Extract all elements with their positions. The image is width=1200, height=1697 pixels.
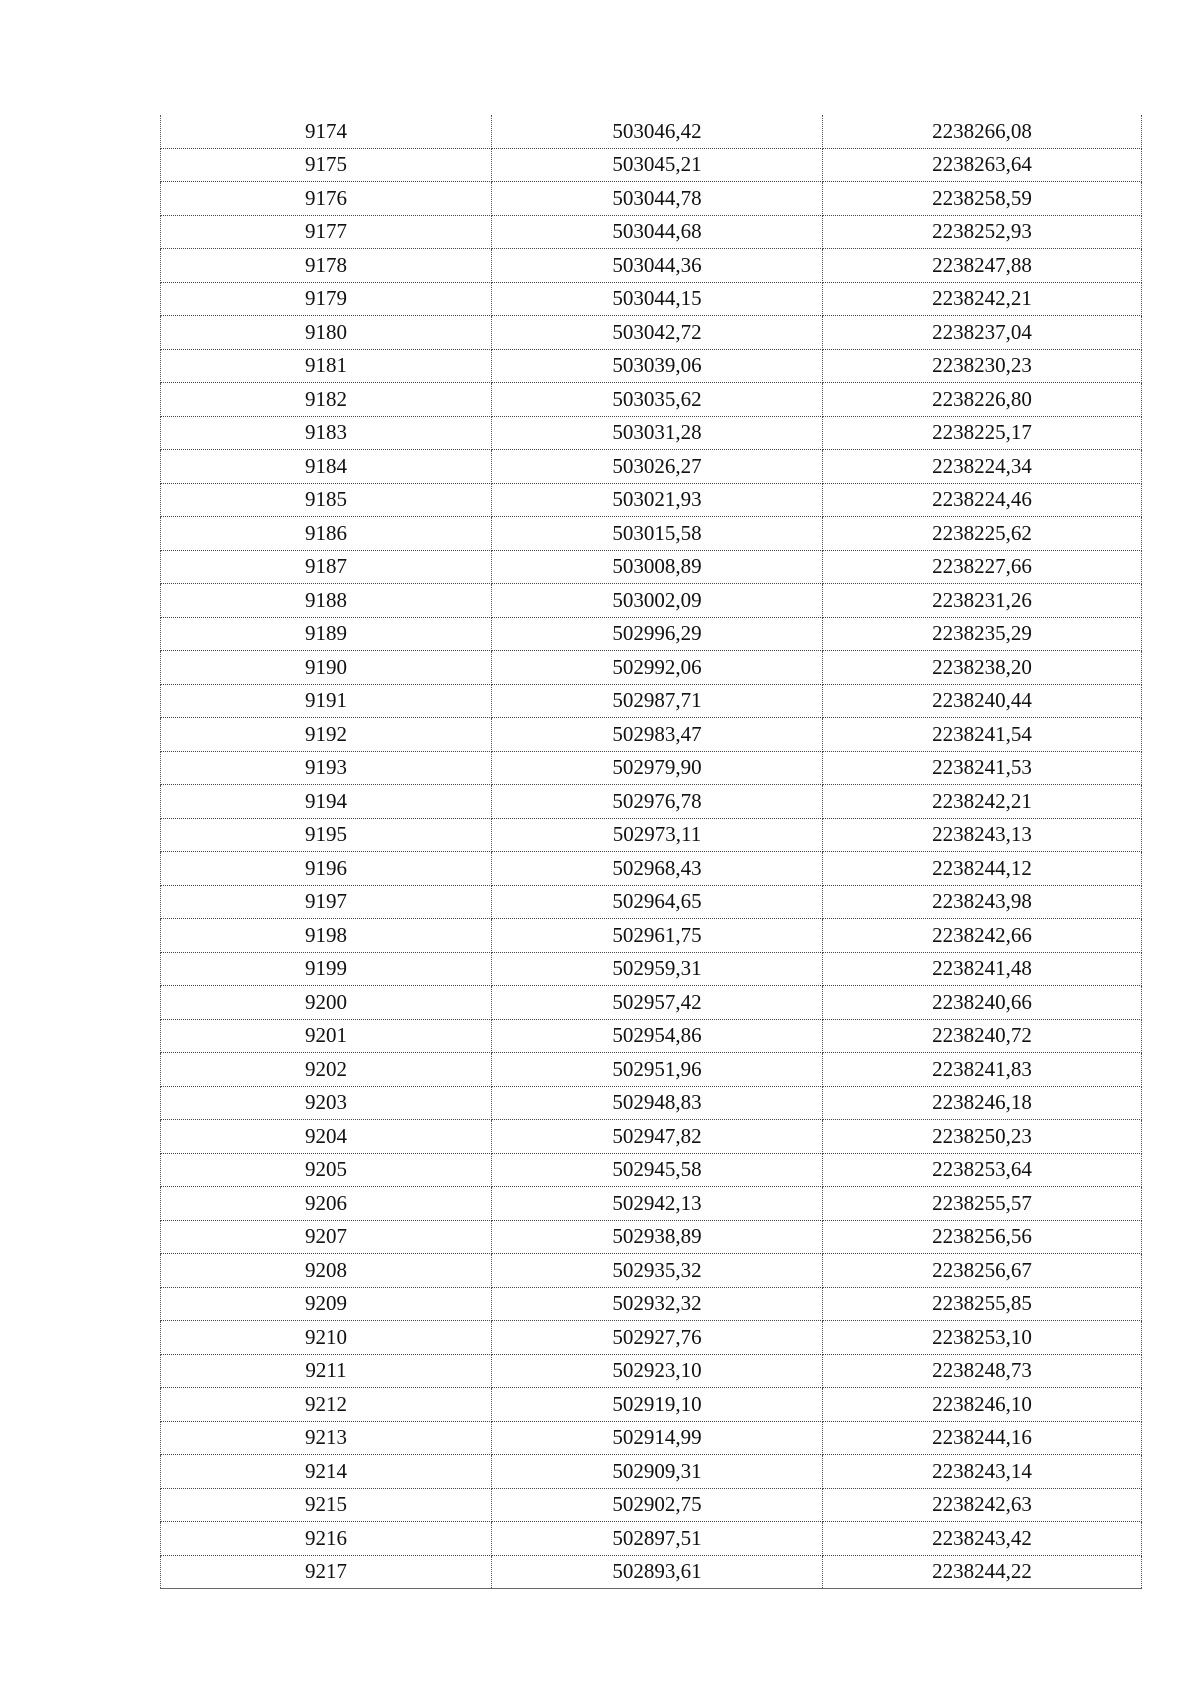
y-coordinate-cell: 2238263,64 bbox=[823, 148, 1142, 182]
table-row bbox=[161, 584, 1142, 618]
table-row bbox=[161, 986, 1142, 1020]
x-coordinate-cell: 502914,99 bbox=[492, 1421, 823, 1455]
table-row bbox=[161, 550, 1142, 584]
point-number-cell: 9205 bbox=[161, 1153, 492, 1187]
x-coordinate-cell: 502927,76 bbox=[492, 1321, 823, 1355]
table-row bbox=[161, 1388, 1142, 1422]
y-coordinate-cell: 2238227,66 bbox=[823, 550, 1142, 584]
y-coordinate-cell: 2238225,62 bbox=[823, 517, 1142, 551]
point-number-cell: 9178 bbox=[161, 249, 492, 283]
x-coordinate-cell: 502959,31 bbox=[492, 952, 823, 986]
point-number-cell: 9207 bbox=[161, 1220, 492, 1254]
point-number-cell: 9175 bbox=[161, 148, 492, 182]
table-row bbox=[161, 919, 1142, 953]
y-coordinate-cell: 2238241,54 bbox=[823, 718, 1142, 752]
point-number-cell: 9183 bbox=[161, 416, 492, 450]
y-coordinate-cell: 2238240,66 bbox=[823, 986, 1142, 1020]
point-number-cell: 9208 bbox=[161, 1254, 492, 1288]
y-coordinate-cell: 2238243,98 bbox=[823, 885, 1142, 919]
point-number-cell: 9206 bbox=[161, 1187, 492, 1221]
x-coordinate-cell: 502893,61 bbox=[492, 1555, 823, 1589]
x-coordinate-cell: 503015,58 bbox=[492, 517, 823, 551]
y-coordinate-cell: 2238231,26 bbox=[823, 584, 1142, 618]
x-coordinate-cell: 502979,90 bbox=[492, 751, 823, 785]
y-coordinate-cell: 2238235,29 bbox=[823, 617, 1142, 651]
y-coordinate-cell: 2238255,57 bbox=[823, 1187, 1142, 1221]
table-row bbox=[161, 1086, 1142, 1120]
table-row bbox=[161, 115, 1142, 148]
point-number-cell: 9191 bbox=[161, 684, 492, 718]
table-row bbox=[161, 215, 1142, 249]
table-row bbox=[161, 1354, 1142, 1388]
table-row bbox=[161, 1522, 1142, 1556]
x-coordinate-cell: 502957,42 bbox=[492, 986, 823, 1020]
point-number-cell: 9189 bbox=[161, 617, 492, 651]
x-coordinate-cell: 502976,78 bbox=[492, 785, 823, 819]
x-coordinate-cell: 502909,31 bbox=[492, 1455, 823, 1489]
table-row bbox=[161, 852, 1142, 886]
y-coordinate-cell: 2238243,13 bbox=[823, 818, 1142, 852]
x-coordinate-cell: 502964,65 bbox=[492, 885, 823, 919]
y-coordinate-cell: 2238242,63 bbox=[823, 1488, 1142, 1522]
y-coordinate-cell: 2238224,46 bbox=[823, 483, 1142, 517]
table-row bbox=[161, 1488, 1142, 1522]
table-row bbox=[161, 1187, 1142, 1221]
x-coordinate-cell: 502942,13 bbox=[492, 1187, 823, 1221]
y-coordinate-cell: 2238237,04 bbox=[823, 316, 1142, 350]
point-number-cell: 9214 bbox=[161, 1455, 492, 1489]
point-number-cell: 9179 bbox=[161, 282, 492, 316]
point-number-cell: 9187 bbox=[161, 550, 492, 584]
coordinates-table bbox=[160, 115, 1142, 1589]
table-row bbox=[161, 416, 1142, 450]
x-coordinate-cell: 503008,89 bbox=[492, 550, 823, 584]
table-row bbox=[161, 1153, 1142, 1187]
point-number-cell: 9215 bbox=[161, 1488, 492, 1522]
point-number-cell: 9185 bbox=[161, 483, 492, 517]
table-row bbox=[161, 617, 1142, 651]
point-number-cell: 9197 bbox=[161, 885, 492, 919]
y-coordinate-cell: 2238253,10 bbox=[823, 1321, 1142, 1355]
x-coordinate-cell: 503044,36 bbox=[492, 249, 823, 283]
x-coordinate-cell: 502947,82 bbox=[492, 1120, 823, 1154]
table-row bbox=[161, 785, 1142, 819]
point-number-cell: 9195 bbox=[161, 818, 492, 852]
x-coordinate-cell: 502919,10 bbox=[492, 1388, 823, 1422]
table-row bbox=[161, 1019, 1142, 1053]
point-number-cell: 9193 bbox=[161, 751, 492, 785]
y-coordinate-cell: 2238250,23 bbox=[823, 1120, 1142, 1154]
x-coordinate-cell: 503045,21 bbox=[492, 148, 823, 182]
x-coordinate-cell: 503035,62 bbox=[492, 383, 823, 417]
point-number-cell: 9180 bbox=[161, 316, 492, 350]
y-coordinate-cell: 2238256,67 bbox=[823, 1254, 1142, 1288]
y-coordinate-cell: 2238244,16 bbox=[823, 1421, 1142, 1455]
y-coordinate-cell: 2238258,59 bbox=[823, 182, 1142, 216]
x-coordinate-cell: 502897,51 bbox=[492, 1522, 823, 1556]
y-coordinate-cell: 2238230,23 bbox=[823, 349, 1142, 383]
table-row bbox=[161, 885, 1142, 919]
y-coordinate-cell: 2238225,17 bbox=[823, 416, 1142, 450]
point-number-cell: 9182 bbox=[161, 383, 492, 417]
y-coordinate-cell: 2238241,83 bbox=[823, 1053, 1142, 1087]
point-number-cell: 9199 bbox=[161, 952, 492, 986]
point-number-cell: 9213 bbox=[161, 1421, 492, 1455]
table-row bbox=[161, 182, 1142, 216]
point-number-cell: 9201 bbox=[161, 1019, 492, 1053]
x-coordinate-cell: 502961,75 bbox=[492, 919, 823, 953]
point-number-cell: 9194 bbox=[161, 785, 492, 819]
x-coordinate-cell: 502992,06 bbox=[492, 651, 823, 685]
x-coordinate-cell: 503026,27 bbox=[492, 450, 823, 484]
table-row bbox=[161, 1120, 1142, 1154]
y-coordinate-cell: 2238247,88 bbox=[823, 249, 1142, 283]
x-coordinate-cell: 503046,42 bbox=[492, 115, 823, 148]
y-coordinate-cell: 2238238,20 bbox=[823, 651, 1142, 685]
point-number-cell: 9203 bbox=[161, 1086, 492, 1120]
point-number-cell: 9212 bbox=[161, 1388, 492, 1422]
table-row bbox=[161, 1321, 1142, 1355]
y-coordinate-cell: 2238242,21 bbox=[823, 282, 1142, 316]
y-coordinate-cell: 2238241,48 bbox=[823, 952, 1142, 986]
coordinates-table-body bbox=[161, 115, 1142, 1589]
table-row bbox=[161, 684, 1142, 718]
point-number-cell: 9209 bbox=[161, 1287, 492, 1321]
table-row bbox=[161, 1287, 1142, 1321]
y-coordinate-cell: 2238252,93 bbox=[823, 215, 1142, 249]
point-number-cell: 9181 bbox=[161, 349, 492, 383]
table-row bbox=[161, 1555, 1142, 1589]
y-coordinate-cell: 2238226,80 bbox=[823, 383, 1142, 417]
point-number-cell: 9176 bbox=[161, 182, 492, 216]
x-coordinate-cell: 502945,58 bbox=[492, 1153, 823, 1187]
x-coordinate-cell: 503044,68 bbox=[492, 215, 823, 249]
x-coordinate-cell: 502968,43 bbox=[492, 852, 823, 886]
point-number-cell: 9210 bbox=[161, 1321, 492, 1355]
x-coordinate-cell: 503039,06 bbox=[492, 349, 823, 383]
point-number-cell: 9192 bbox=[161, 718, 492, 752]
table-row bbox=[161, 249, 1142, 283]
point-number-cell: 9217 bbox=[161, 1555, 492, 1589]
x-coordinate-cell: 502935,32 bbox=[492, 1254, 823, 1288]
y-coordinate-cell: 2238246,18 bbox=[823, 1086, 1142, 1120]
x-coordinate-cell: 502932,32 bbox=[492, 1287, 823, 1321]
x-coordinate-cell: 502983,47 bbox=[492, 718, 823, 752]
y-coordinate-cell: 2238266,08 bbox=[823, 115, 1142, 148]
x-coordinate-cell: 502987,71 bbox=[492, 684, 823, 718]
table-row bbox=[161, 1254, 1142, 1288]
x-coordinate-cell: 502948,83 bbox=[492, 1086, 823, 1120]
point-number-cell: 9198 bbox=[161, 919, 492, 953]
y-coordinate-cell: 2238248,73 bbox=[823, 1354, 1142, 1388]
y-coordinate-cell: 2238244,12 bbox=[823, 852, 1142, 886]
x-coordinate-cell: 502996,29 bbox=[492, 617, 823, 651]
x-coordinate-cell: 502951,96 bbox=[492, 1053, 823, 1087]
point-number-cell: 9202 bbox=[161, 1053, 492, 1087]
table-row bbox=[161, 517, 1142, 551]
point-number-cell: 9188 bbox=[161, 584, 492, 618]
table-row bbox=[161, 148, 1142, 182]
table-row bbox=[161, 349, 1142, 383]
point-number-cell: 9204 bbox=[161, 1120, 492, 1154]
table-row bbox=[161, 1220, 1142, 1254]
x-coordinate-cell: 502973,11 bbox=[492, 818, 823, 852]
y-coordinate-cell: 2238243,42 bbox=[823, 1522, 1142, 1556]
point-number-cell: 9174 bbox=[161, 115, 492, 148]
point-number-cell: 9216 bbox=[161, 1522, 492, 1556]
y-coordinate-cell: 2238224,34 bbox=[823, 450, 1142, 484]
table-row bbox=[161, 282, 1142, 316]
y-coordinate-cell: 2238256,56 bbox=[823, 1220, 1142, 1254]
point-number-cell: 9186 bbox=[161, 517, 492, 551]
table-row bbox=[161, 383, 1142, 417]
y-coordinate-cell: 2238240,44 bbox=[823, 684, 1142, 718]
y-coordinate-cell: 2238240,72 bbox=[823, 1019, 1142, 1053]
table-row bbox=[161, 316, 1142, 350]
table-row bbox=[161, 818, 1142, 852]
point-number-cell: 9184 bbox=[161, 450, 492, 484]
point-number-cell: 9200 bbox=[161, 986, 492, 1020]
x-coordinate-cell: 503002,09 bbox=[492, 584, 823, 618]
y-coordinate-cell: 2238255,85 bbox=[823, 1287, 1142, 1321]
x-coordinate-cell: 502938,89 bbox=[492, 1220, 823, 1254]
table-row bbox=[161, 1455, 1142, 1489]
x-coordinate-cell: 503044,78 bbox=[492, 182, 823, 216]
point-number-cell: 9177 bbox=[161, 215, 492, 249]
y-coordinate-cell: 2238242,21 bbox=[823, 785, 1142, 819]
x-coordinate-cell: 502923,10 bbox=[492, 1354, 823, 1388]
x-coordinate-cell: 503021,93 bbox=[492, 483, 823, 517]
table-row bbox=[161, 718, 1142, 752]
x-coordinate-cell: 503031,28 bbox=[492, 416, 823, 450]
table-row bbox=[161, 1421, 1142, 1455]
table-row bbox=[161, 651, 1142, 685]
y-coordinate-cell: 2238244,22 bbox=[823, 1555, 1142, 1589]
y-coordinate-cell: 2238253,64 bbox=[823, 1153, 1142, 1187]
y-coordinate-cell: 2238243,14 bbox=[823, 1455, 1142, 1489]
table-row bbox=[161, 952, 1142, 986]
x-coordinate-cell: 503044,15 bbox=[492, 282, 823, 316]
table-row bbox=[161, 483, 1142, 517]
point-number-cell: 9211 bbox=[161, 1354, 492, 1388]
y-coordinate-cell: 2238241,53 bbox=[823, 751, 1142, 785]
point-number-cell: 9196 bbox=[161, 852, 492, 886]
x-coordinate-cell: 502954,86 bbox=[492, 1019, 823, 1053]
y-coordinate-cell: 2238246,10 bbox=[823, 1388, 1142, 1422]
x-coordinate-cell: 502902,75 bbox=[492, 1488, 823, 1522]
table-row bbox=[161, 751, 1142, 785]
y-coordinate-cell: 2238242,66 bbox=[823, 919, 1142, 953]
x-coordinate-cell: 503042,72 bbox=[492, 316, 823, 350]
table-row bbox=[161, 450, 1142, 484]
point-number-cell: 9190 bbox=[161, 651, 492, 685]
table-row bbox=[161, 1053, 1142, 1087]
